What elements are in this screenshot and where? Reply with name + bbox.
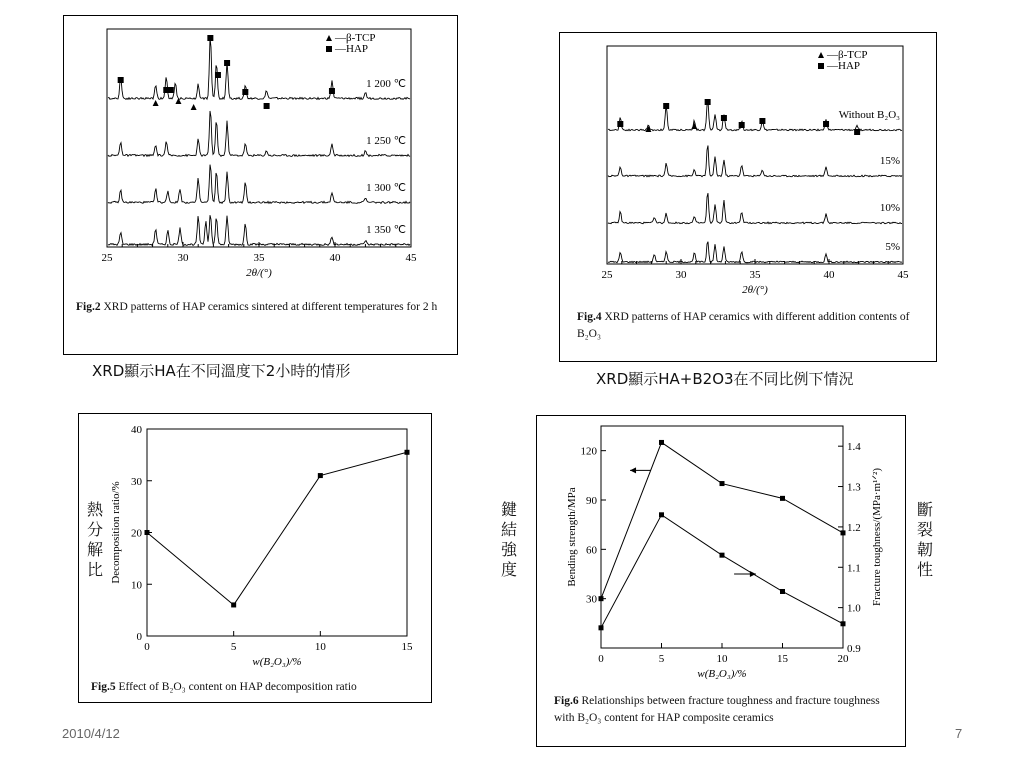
fig4-legend-square-marker xyxy=(818,63,824,69)
fig5-xlabel: w(B₂O₃)/% xyxy=(252,656,302,668)
fig6-right-axis-arrow-head xyxy=(750,571,756,577)
fig6-series-line-left xyxy=(601,442,843,598)
fig6-right-vertical-note: 斷裂韌性 xyxy=(916,500,933,579)
fig4-xtick-label: 45 xyxy=(897,269,909,281)
fig2-square-marker xyxy=(329,88,335,94)
fig5-caption-text: Effect of B₂O₃ content on HAP decomposition ratio xyxy=(115,681,357,693)
fig2-xtick-label: 45 xyxy=(405,252,417,264)
fig4-series-label: 15% xyxy=(879,155,900,167)
fig2-triangle-marker xyxy=(191,104,197,110)
fig4-caption-text: XRD patterns of HAP ceramics with different addition contents of B₂O₃ xyxy=(577,311,910,340)
fig6-caption-text: Relationships between fracture toughness and fracture toughness with B₂O₃ content for HAP composite ceramics xyxy=(554,695,880,724)
fig2-pattern-line xyxy=(108,165,410,204)
fig4-xrd-chart xyxy=(560,33,936,308)
fig6-data-point-right xyxy=(841,621,846,626)
fig2-series-label: 1 300 ℃ xyxy=(366,182,406,194)
fig6-data-point-left xyxy=(720,481,725,486)
fig2-xlabel: 2θ/(°) xyxy=(246,267,272,279)
fig6-left-vertical-note: 鍵結強度 xyxy=(500,500,517,579)
fig4-square-marker xyxy=(663,103,669,109)
fig6-xtick-label: 5 xyxy=(658,653,665,665)
fig4-pattern-line xyxy=(608,146,902,177)
fig6-data-point-left xyxy=(599,596,604,601)
fig6-xtick-label: 10 xyxy=(716,653,728,665)
figure-6 xyxy=(536,415,906,747)
fig2-square-marker xyxy=(207,35,213,41)
fig6-right-ytick-label: 1.1 xyxy=(847,562,861,575)
fig4-square-marker xyxy=(739,122,745,128)
fig5-ylabel: Decomposition ratio/% xyxy=(110,481,122,584)
fig4-xlabel: 2θ/(°) xyxy=(742,284,768,296)
fig2-xtick-label: 35 xyxy=(253,252,265,264)
fig2-xtick-label: 40 xyxy=(329,252,341,264)
fig6-left-ytick-label: 120 xyxy=(580,445,597,458)
fig2-triangle-marker xyxy=(153,100,159,106)
fig2-square-marker xyxy=(215,72,221,78)
fig5-series-line xyxy=(147,452,407,605)
fig4-series-label: Without B₂O₃ xyxy=(838,109,900,121)
figure-4 xyxy=(559,32,937,362)
fig2-square-marker xyxy=(242,89,248,95)
slide-page-number: 7 xyxy=(955,726,963,741)
fig2-square-marker xyxy=(264,103,270,109)
fig2-legend-square-marker xyxy=(326,46,332,52)
fig6-right-ytick-label: 1.4 xyxy=(847,441,861,454)
fig4-square-marker xyxy=(759,118,765,124)
fig4-pattern-line xyxy=(608,193,902,224)
fig6-right-ytick-label: 1.3 xyxy=(847,481,861,494)
fig4-square-marker xyxy=(854,129,860,135)
fig4-square-marker xyxy=(705,99,711,105)
fig6-left-ytick-label: 60 xyxy=(586,544,597,557)
fig4-caption-label: Fig.4 xyxy=(577,311,602,323)
fig4-legend-triangle-marker xyxy=(818,52,824,58)
fig2-xtick-label: 25 xyxy=(101,252,113,264)
fig6-series-line-right xyxy=(601,515,843,628)
fig6-plot-frame xyxy=(601,426,843,648)
fig2-square-marker xyxy=(168,87,174,93)
fig5-xtick-label: 0 xyxy=(144,641,150,653)
fig5-caption xyxy=(91,679,421,696)
fig6-caption-label: Fig.6 xyxy=(554,695,579,707)
fig5-ytick-label: 10 xyxy=(131,579,142,592)
fig4-caption xyxy=(577,309,927,343)
fig2-legend-label: —HAP xyxy=(335,43,369,55)
fig6-data-point-right xyxy=(780,589,785,594)
fig4-legend-label: —β-TCP xyxy=(827,49,868,61)
fig6-right-ytick-label: 0.9 xyxy=(847,643,861,655)
fig5-ytick-label: 20 xyxy=(131,527,142,540)
fig5-plot-frame xyxy=(147,429,407,636)
fig2-legend-triangle-marker xyxy=(326,35,332,41)
fig2-caption-text: XRD patterns of HAP ceramics sintered at different temperatures for 2 h xyxy=(100,301,438,313)
fig4-xtick-label: 30 xyxy=(675,269,687,281)
fig2-xtick-label: 30 xyxy=(177,252,189,264)
figure-5 xyxy=(78,413,432,703)
fig2-series-label: 1 350 ℃ xyxy=(366,224,406,236)
fig4-series-label: 5% xyxy=(885,241,900,253)
fig5-line-chart xyxy=(79,414,431,679)
fig5-data-point xyxy=(318,473,323,478)
fig2-series-label: 1 250 ℃ xyxy=(366,135,406,147)
fig2-square-marker xyxy=(224,60,230,66)
fig5-xtick-label: 15 xyxy=(401,641,413,653)
fig6-right-ytick-label: 1.2 xyxy=(847,521,861,534)
fig5-data-point xyxy=(405,450,410,455)
fig4-xtick-label: 35 xyxy=(749,269,761,281)
fig2-legend-label: —β-TCP xyxy=(335,32,376,44)
fig6-xtick-label: 20 xyxy=(837,653,849,665)
fig4-note: XRD顯示HA+B2O3在不同比例下情況 xyxy=(596,370,854,388)
fig6-left-axis-arrow-head xyxy=(630,467,636,473)
fig6-data-point-left xyxy=(841,530,846,535)
fig6-caption xyxy=(554,693,896,727)
fig4-square-marker xyxy=(617,121,623,127)
fig2-caption xyxy=(76,299,446,316)
fig6-data-point-right xyxy=(599,625,604,630)
slide-date: 2010/4/12 xyxy=(62,726,120,741)
fig6-right-ytick-label: 1.0 xyxy=(847,602,861,615)
fig6-data-point-right xyxy=(720,553,725,558)
fig6-data-point-left xyxy=(780,496,785,501)
fig4-plot-frame xyxy=(607,46,903,264)
fig2-square-marker xyxy=(118,77,124,83)
fig5-xtick-label: 10 xyxy=(314,641,326,653)
fig2-xrd-chart xyxy=(64,16,457,301)
fig5-xtick-label: 5 xyxy=(230,641,237,653)
fig4-square-marker xyxy=(721,115,727,121)
fig5-ytick-label: 40 xyxy=(131,424,142,436)
fig4-series-label: 10% xyxy=(879,202,900,214)
fig2-note: XRD顯示HA在不同溫度下2小時的情形 xyxy=(92,362,351,380)
fig6-data-point-left xyxy=(659,440,664,445)
fig5-ytick-label: 0 xyxy=(136,631,142,643)
fig2-pattern-line xyxy=(108,111,410,156)
fig6-right-ylabel: Fracture toughness/(MPa·m¹ᐟ²) xyxy=(871,467,883,607)
fig5-data-point xyxy=(145,530,150,535)
fig6-xtick-label: 0 xyxy=(598,653,604,665)
fig4-square-marker xyxy=(823,121,829,127)
fig6-left-ylabel: Bending strength/MPa xyxy=(566,487,578,587)
fig5-caption-label: Fig.5 xyxy=(91,681,116,693)
fig4-legend-label: —HAP xyxy=(827,60,861,72)
fig4-triangle-marker xyxy=(691,123,697,129)
fig6-dual-axis-chart xyxy=(537,416,905,688)
fig6-left-ytick-label: 90 xyxy=(586,495,597,507)
fig6-left-ytick-label: 30 xyxy=(586,593,597,606)
fig4-xtick-label: 25 xyxy=(601,269,613,281)
fig2-pattern-line xyxy=(108,215,410,245)
fig5-data-point xyxy=(231,602,236,607)
fig5-ytick-label: 30 xyxy=(131,475,142,488)
fig6-data-point-right xyxy=(659,512,664,517)
fig4-xtick-label: 40 xyxy=(823,269,835,281)
fig2-series-label: 1 200 ℃ xyxy=(366,78,406,90)
fig6-xlabel: w(B₂O₃)/% xyxy=(697,668,747,680)
figure-2 xyxy=(63,15,458,355)
fig5-vertical-note: 熱分解比 xyxy=(86,500,103,579)
fig2-caption-label: Fig.2 xyxy=(76,301,101,313)
fig6-xtick-label: 15 xyxy=(777,653,788,665)
